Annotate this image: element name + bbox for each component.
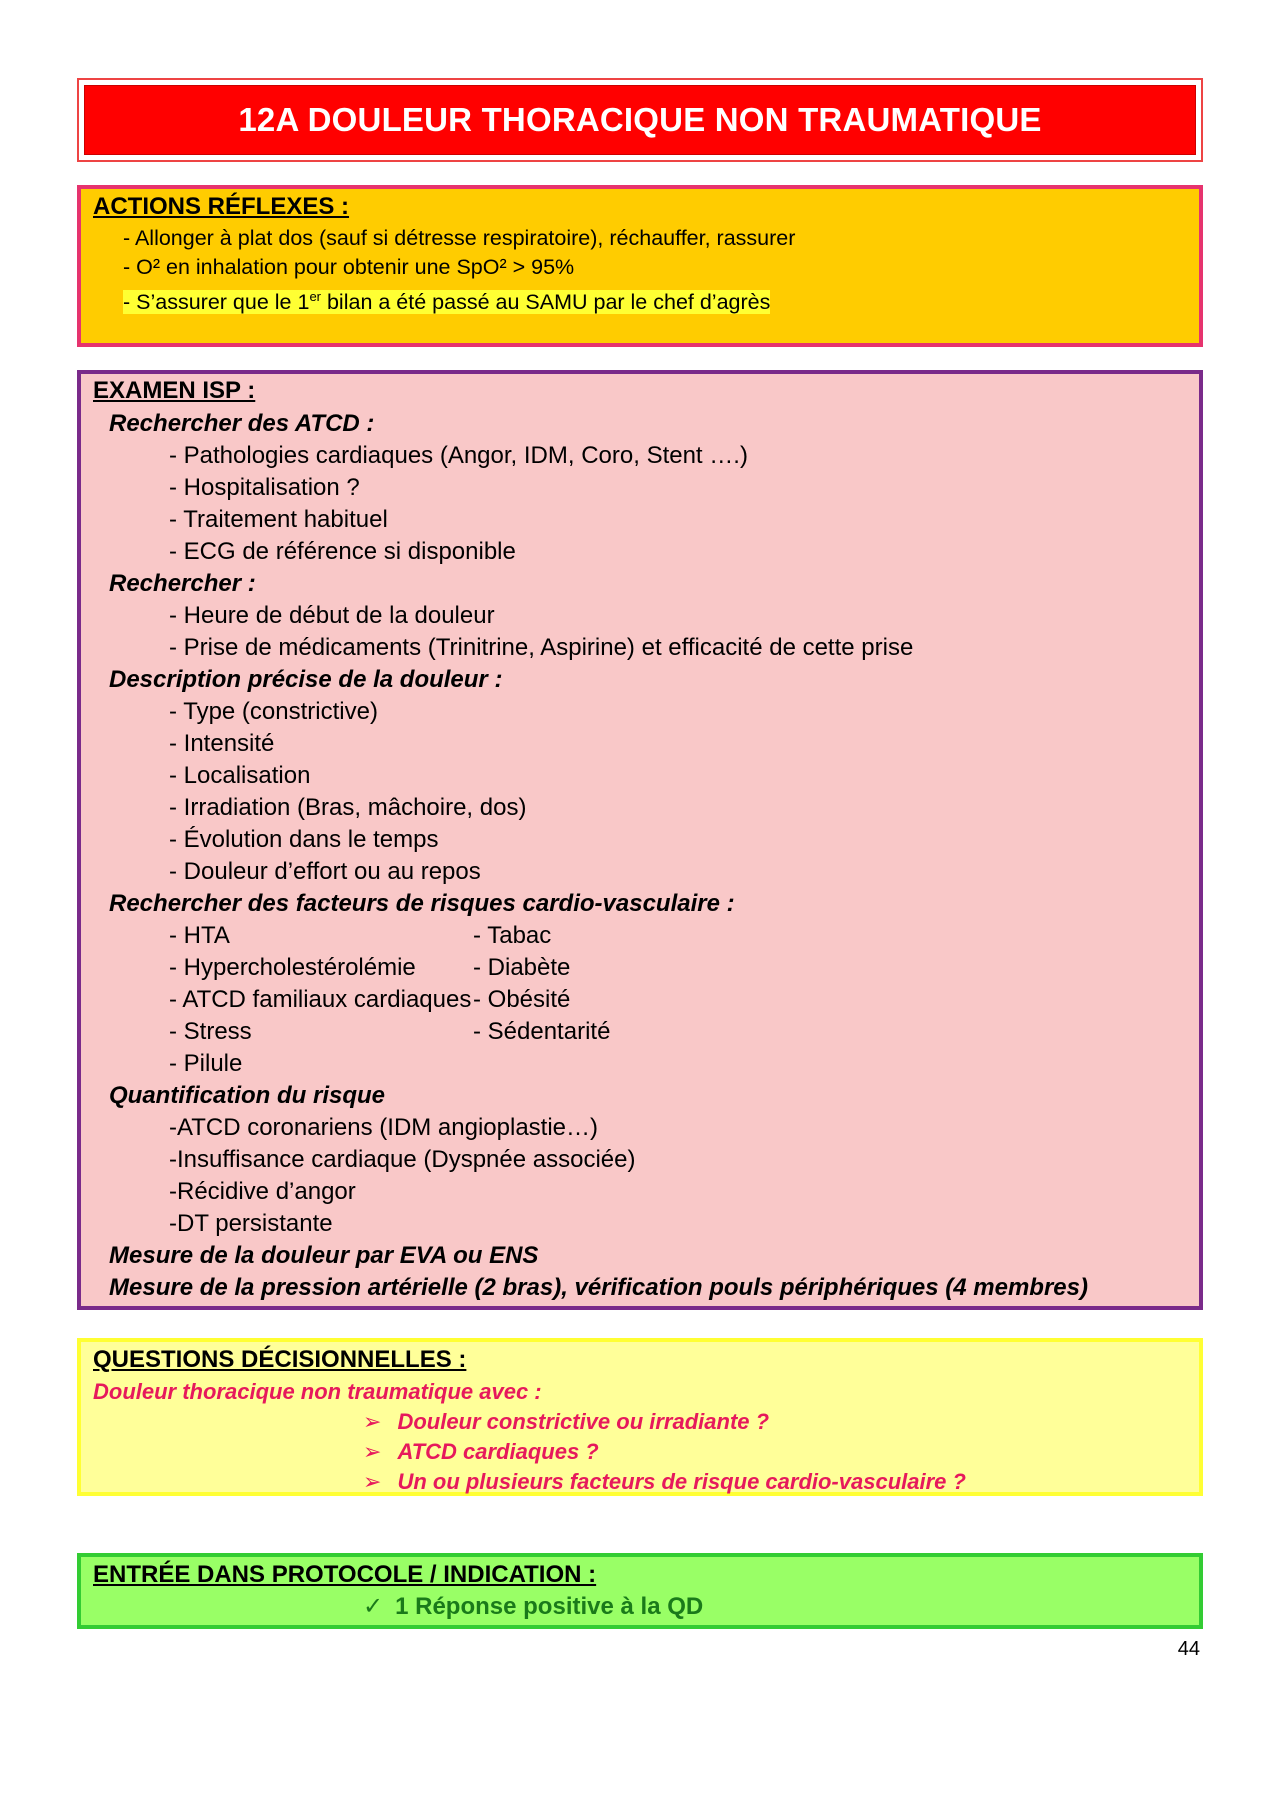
questions-intro: Douleur thoracique non traumatique avec : <box>93 1379 542 1404</box>
questions-section <box>77 1338 1203 1496</box>
risk-columns <box>93 920 1187 1080</box>
exam-heading: EXAMEN ISP : <box>93 377 256 404</box>
list-item: - Localisation <box>169 762 311 789</box>
list-item: - Diabète <box>473 954 571 981</box>
actions-line-3-sup: er <box>309 289 321 304</box>
list-item: - Heure de début de la douleur <box>169 602 495 629</box>
exam-section <box>77 370 1203 1310</box>
entry-section <box>77 1553 1203 1629</box>
list-item: - Hypercholestérolémie <box>169 954 416 981</box>
title-banner-inner <box>84 85 1196 155</box>
actions-line-2: - O² en inhalation pour obtenir une SpO² > 95% <box>123 255 575 279</box>
list-item: - HTA <box>169 922 230 949</box>
list-item: -DT persistante <box>169 1210 333 1237</box>
question-text: Douleur constrictive ou irradiante ? <box>397 1409 770 1434</box>
list-item: - ATCD familiaux cardiaques <box>169 986 472 1013</box>
measure-pain: Mesure de la douleur par EVA ou ENS <box>109 1242 539 1269</box>
list-item: -ATCD coronariens (IDM angioplastie…) <box>169 1114 599 1141</box>
arrow-icon: ➢ <box>363 1469 382 1494</box>
search-title: Rechercher : <box>109 570 256 597</box>
arrow-icon: ➢ <box>363 1409 382 1434</box>
list-item: - Traitement habituel <box>169 506 388 533</box>
title-banner <box>77 78 1203 162</box>
entry-text: 1 Réponse positive à la QD <box>395 1593 704 1620</box>
actions-section <box>77 185 1203 347</box>
question-text: Un ou plusieurs facteurs de risque cardio-vasculaire ? <box>397 1469 966 1494</box>
question-text: ATCD cardiaques ? <box>397 1439 599 1464</box>
list-item: - Obésité <box>473 986 571 1013</box>
list-item: - Pilule <box>169 1050 243 1077</box>
page-number: 44 <box>1177 1638 1200 1660</box>
actions-heading: ACTIONS RÉFLEXES : <box>93 193 350 220</box>
list-item: - Stress <box>169 1018 252 1045</box>
list-item: - Type (constrictive) <box>169 698 378 725</box>
risk-title: Rechercher des facteurs de risques cardio-vasculaire : <box>109 890 735 917</box>
actions-line-1: - Allonger à plat dos (sauf si détresse respiratoire), réchauffer, rassurer <box>123 226 796 250</box>
entry-item <box>93 1592 1187 1622</box>
list-item: -Récidive d’angor <box>169 1178 356 1205</box>
question-item <box>93 1437 1187 1467</box>
description-title: Description précise de la douleur : <box>109 666 503 693</box>
question-item <box>93 1467 1187 1497</box>
risk-left-column <box>93 920 473 1080</box>
actions-line-3-post: bilan a été passé au SAMU par le chef d’agrès <box>321 290 771 315</box>
page-title: 12A DOULEUR THORACIQUE NON TRAUMATIQUE <box>238 101 1042 138</box>
question-item <box>93 1407 1187 1437</box>
list-item: - Irradiation (Bras, mâchoire, dos) <box>169 794 527 821</box>
measure-pressure: Mesure de la pression artérielle (2 bras), vérification pouls périphériques (4 membres) <box>109 1274 1088 1301</box>
arrow-icon: ➢ <box>363 1439 382 1464</box>
list-item: - Évolution dans le temps <box>169 826 439 853</box>
list-item: - Douleur d’effort ou au repos <box>169 858 481 885</box>
actions-line-3-highlight <box>123 290 770 314</box>
actions-line-3-pre: - S’assurer que le 1 <box>123 290 310 315</box>
entry-heading: ENTRÉE DANS PROTOCOLE / INDICATION : <box>93 1561 597 1588</box>
questions-heading: QUESTIONS DÉCISIONNELLES : <box>93 1346 467 1373</box>
list-item: - Prise de médicaments (Trinitrine, Aspirine) et efficacité de cette prise <box>169 634 914 661</box>
risk-right-column <box>473 920 1187 1080</box>
atcd-title: Rechercher des ATCD : <box>109 410 375 437</box>
list-item: - Pathologies cardiaques (Angor, IDM, Coro, Stent ….) <box>169 442 748 469</box>
list-item: - Intensité <box>169 730 275 757</box>
quant-title: Quantification du risque <box>109 1082 386 1109</box>
list-item: - Sédentarité <box>473 1018 611 1045</box>
actions-line-3 <box>93 282 1187 317</box>
list-item: - Tabac <box>473 922 552 949</box>
check-icon: ✓ <box>363 1593 384 1620</box>
list-item: -Insuffisance cardiaque (Dyspnée associée) <box>169 1146 636 1173</box>
list-item: - Hospitalisation ? <box>169 474 360 501</box>
list-item: - ECG de référence si disponible <box>169 538 516 565</box>
